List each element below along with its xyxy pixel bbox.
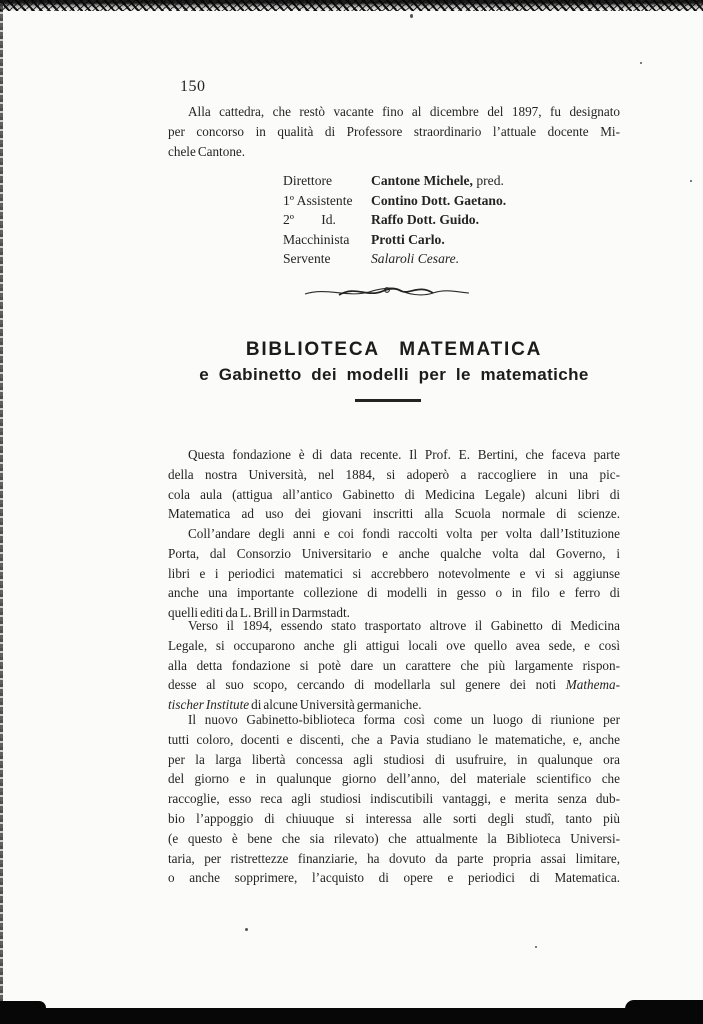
text-line: Porta, dal Consorzio Universitario e anche qualche volta dal Governo, i bbox=[168, 545, 620, 561]
text-line: Verso il 1894, essendo stato trasportato altrove il Gabinetto di Medicina bbox=[188, 618, 620, 633]
body-paragraph-4 bbox=[168, 710, 620, 888]
staff-role-label: Servente bbox=[283, 251, 331, 267]
body-paragraph-1 bbox=[168, 445, 620, 524]
staff-role-label: Macchinista bbox=[283, 231, 350, 247]
staff-row-primo-assistente bbox=[283, 191, 506, 211]
staff-row-servente bbox=[283, 249, 506, 269]
text-segment-italic: tischer Institute bbox=[168, 697, 250, 713]
text-segment: di alcune Università germaniche. bbox=[249, 697, 422, 713]
staff-role-label: 1º Assistente bbox=[283, 192, 353, 208]
text-line: per concorso in qualità di Professore straordinario l’attuale docente Mi- bbox=[168, 123, 620, 139]
staff-person-name: Salaroli Cesare. bbox=[371, 251, 460, 267]
text-line: chele Cantone. bbox=[168, 143, 246, 159]
staff-row-direttore bbox=[283, 171, 506, 191]
staff-person-name: Protti Carlo. bbox=[371, 231, 445, 247]
text-line: tutti coloro, docenti e discenti, che a Pavia studiano le matematiche, e, anche bbox=[168, 731, 620, 747]
text-line: della nostra Università, nel 1884, si adoperò a raccogliere in una pic- bbox=[168, 466, 620, 482]
scan-speck bbox=[245, 928, 248, 931]
text-line bbox=[168, 675, 620, 695]
text-line: per la larga libertà concessa agli studiosi di usufruire, in qualunque ora bbox=[168, 751, 620, 767]
text-line: taria, per ristrettezze finanziarie, ha dovuto da parte propria assai limitare, bbox=[168, 850, 620, 866]
staff-person-name: Contino Dott. Gaetano. bbox=[371, 192, 507, 208]
text-line: alla detta fondazione si potè dare un carattere che più largamente rispon- bbox=[168, 657, 620, 673]
text-line: Legale, si occuparono anche gli attigui locali ove quello avea sede, e così bbox=[168, 637, 620, 653]
text-segment: desse al suo scopo, cercando di modellarla sul genere dei noti bbox=[168, 677, 566, 693]
scan-edge-bottom bbox=[0, 1008, 703, 1024]
text-line: cola aula (attigua all’antico Gabinetto di Medicina Legale) alcuni libri di bbox=[168, 486, 620, 502]
staff-person-name: Cantone Michele, bbox=[371, 173, 473, 188]
scan-speck bbox=[640, 62, 642, 64]
scan-edge-bottom-right bbox=[625, 1000, 703, 1009]
scan-speck bbox=[690, 180, 692, 182]
squiggle-ornament-icon bbox=[303, 281, 471, 303]
staff-row-macchinista bbox=[283, 230, 506, 250]
text-line: Il nuovo Gabinetto-biblioteca forma così come un luogo di riunione per bbox=[188, 712, 620, 727]
staff-person-name: Raffo Dott. Guido. bbox=[371, 212, 479, 228]
text-line: (e questo è bene che sia rilevato) che attualmente la Biblioteca Universi- bbox=[168, 830, 620, 846]
staff-person-suffix: pred. bbox=[472, 173, 504, 188]
body-paragraph-2 bbox=[168, 524, 620, 623]
scan-speck bbox=[410, 14, 413, 18]
text-line: anche una importante collezione di modelli in gesso o in filo e ferro di bbox=[168, 585, 620, 601]
scan-edge-bottom-bump bbox=[0, 1001, 46, 1011]
text-line: Questa fondazione è di data recente. Il Prof. E. Bertini, che faceva parte bbox=[188, 447, 620, 462]
text-line: del giorno e in qualunque giorno dell’anno, del materiale scientifico che bbox=[168, 771, 620, 787]
staff-list bbox=[283, 171, 506, 269]
section-title: BIBLIOTECA MATEMATICA bbox=[245, 339, 543, 360]
text-line: Coll’andare degli anni e coi fondi raccolti volta per volta dall’Istituzione bbox=[188, 526, 620, 541]
text-line: raccoglie, esso reca agli studiosi indiscutibili vantaggi, e merita senza dub- bbox=[168, 791, 620, 807]
text-line: bio l’appoggio di chiuuque si interessa alle sorti degli studî, tanto più bbox=[168, 810, 620, 826]
staff-role-label: Direttore bbox=[283, 173, 333, 188]
text-line: Matematica ad uso dei giovani inscritti alla Scuola normale di scienze. bbox=[168, 506, 620, 522]
section-divider-rule bbox=[355, 399, 421, 402]
intro-paragraph bbox=[168, 102, 620, 161]
text-segment-italic: Mathema- bbox=[565, 677, 620, 693]
staff-row-secondo-assistente bbox=[283, 210, 506, 230]
text-line: libri e i periodici matematici si accrebbero notevolmente e vi si aggiunse bbox=[168, 565, 620, 581]
section-subtitle: e Gabinetto dei modelli per le matematiche bbox=[199, 365, 589, 384]
scan-edge-top bbox=[0, 0, 703, 11]
staff-role-label: 2º Id. bbox=[283, 212, 336, 228]
body-paragraph-3 bbox=[168, 616, 620, 715]
text-line: o anche sopprimere, l’acquisto di opere e periodici di Matematica. bbox=[168, 870, 620, 886]
scan-speck bbox=[535, 946, 537, 948]
text-line: Alla cattedra, che restò vacante fino al dicembre del 1897, fu designato bbox=[188, 104, 620, 119]
text-line: quelli editi da L. Brill in Darmstadt. bbox=[168, 605, 350, 621]
page-number: 150 bbox=[180, 78, 206, 95]
scan-edge-left bbox=[0, 0, 3, 1024]
